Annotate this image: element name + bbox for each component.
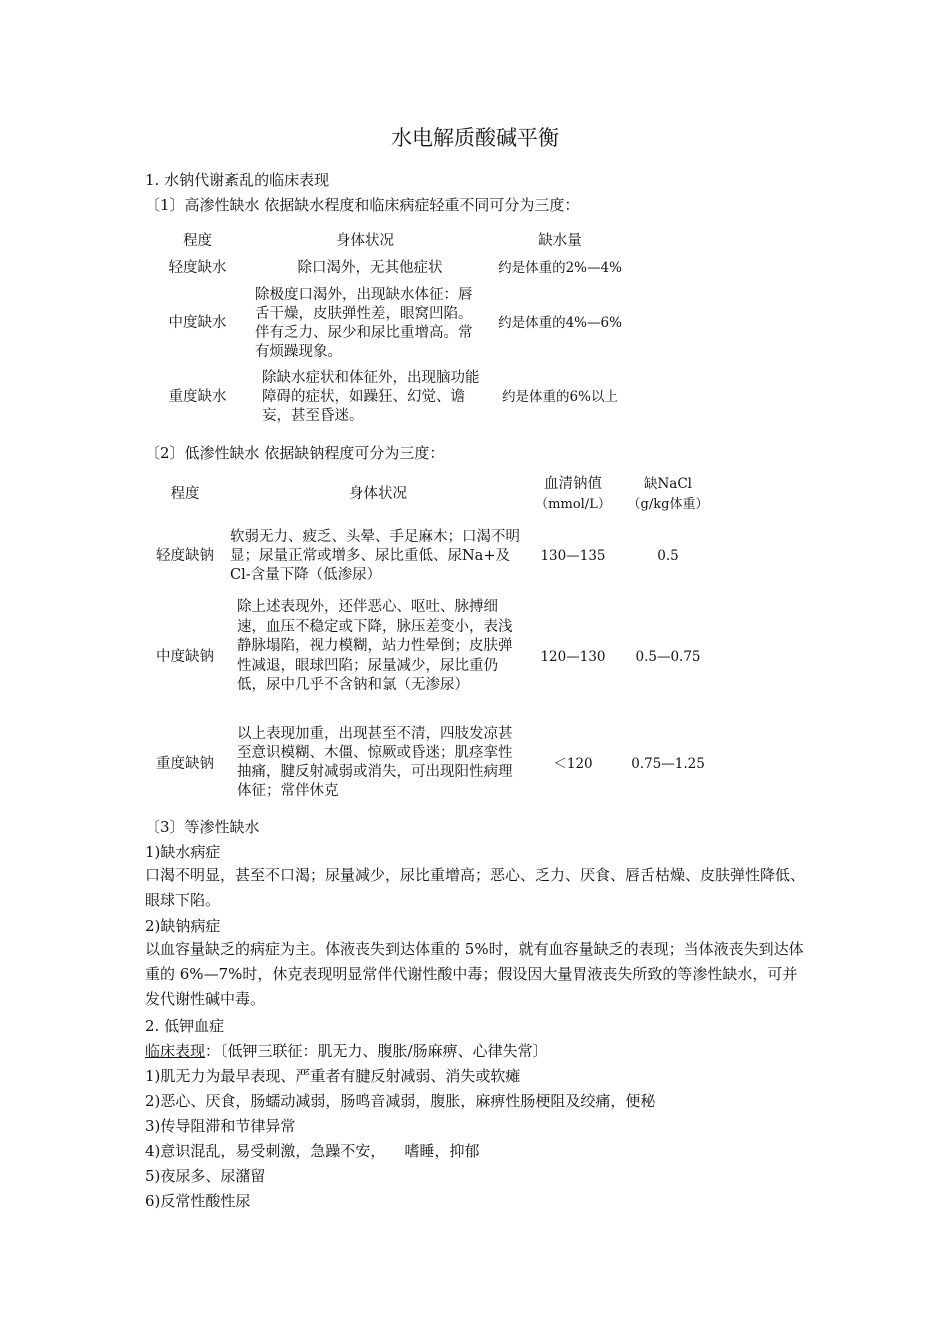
table2-header-nacl-unit: （g/kg体重） — [627, 497, 709, 512]
table1-row2-amount: 约是体重的4%—6% — [498, 315, 622, 331]
hypertonic-heading: 〔1〕高渗性缺水 依据缺水程度和临床病症轻重不同可分为三度： — [145, 196, 580, 214]
table1-header-amount: 缺水量 — [538, 233, 582, 249]
table2-row1-status: 软弱无力、疲乏、头晕、手足麻木；口渴不明显；尿量正常或增多、尿比重低、尿Na+及Cl-含量下降（低渗尿） — [230, 529, 520, 583]
dehydration-symptoms-text: 口渴不明显，甚至不口渴；尿量减少，尿比重增高；恶心、乏力、厌食、唇舌枯燥、皮肤弹性降低、眼球下陷。 — [145, 866, 806, 909]
table2-header-degree: 程度 — [170, 486, 200, 502]
table1-header-degree: 程度 — [183, 233, 212, 249]
clinical-triad: ：〔低钾三联征：肌无力、腹胀/肠麻痹、心律失常〕 — [205, 1042, 548, 1060]
page-title: 水电解质酸碱平衡 — [391, 126, 559, 150]
table2-row2-status: 除上述表现外，还伴恶心、呕吐、脉搏细速，血压不稳定或下降，脉压差变小，表浅静脉塌陷，视力模糊，站力性晕倒；皮肤弹性减退，眼球凹陷；尿量减少，尿比重仍低，尿中几乎不含钠和氯（无渗尿） — [237, 599, 513, 693]
table2-row1-nacl: 0.5 — [657, 548, 679, 564]
clinical-manifestation — [145, 1041, 548, 1061]
table2-row2-degree: 中度缺钠 — [156, 649, 214, 665]
isotonic-heading: 〔3〕等渗性缺水 — [145, 818, 260, 836]
dehydration-symptoms-heading: 1)缺水病症 — [145, 843, 221, 861]
sodium-symptoms-heading: 2)缺钠病症 — [145, 917, 221, 935]
table2-header-status: 身体状况 — [349, 486, 407, 502]
table1-row3-degree: 重度缺水 — [168, 389, 227, 405]
table2-row1-sodium: 130—135 — [540, 548, 606, 564]
table2-header-sodium: 血清钠值 — [544, 476, 602, 492]
list-item: 2)恶心、厌食，肠蠕动减弱，肠鸣音减弱，腹胀，麻痹性肠梗阻及绞痛，便秘 — [145, 1092, 656, 1110]
table2-row1-degree: 轻度缺钠 — [156, 548, 214, 564]
hypotonic-heading: 〔2〕低渗性缺水 依据缺钠程度可分为三度： — [145, 444, 445, 462]
table1-row2-status: 除极度口渴外，出现缺水体征：唇舌干燥，皮肤弹性差，眼窝凹陷。伴有乏力、尿少和尿比重增高。常有烦躁现象。 — [255, 287, 473, 360]
table1-row3-status: 除缺水症状和体征外，出现脑功能障碍的症状，如躁狂、幻觉、谵妄，甚至昏迷。 — [262, 370, 480, 424]
table2-row2-sodium: 120—130 — [540, 649, 606, 665]
table2-header-nacl: 缺NaCl — [643, 476, 692, 492]
table1-header-status: 身体状况 — [336, 233, 394, 249]
table1-row1-amount: 约是体重的2%—4% — [498, 260, 622, 276]
table1-row3-amount: 约是体重的6%以上 — [502, 389, 618, 405]
table1-row1-status: 除口渴外，无其他症状 — [297, 260, 443, 276]
list-item: 4)意识混乱，易受刺激，急躁不安， 嗜睡，抑郁 — [145, 1142, 480, 1160]
list-item: 1)肌无力为最早表现、严重者有腱反射减弱、消失或软瘫 — [145, 1067, 521, 1085]
list-item: 6)反常性酸性尿 — [145, 1192, 251, 1210]
table2-row3-sodium: ＜120 — [553, 756, 593, 772]
table2-row3-nacl: 0.75—1.25 — [631, 756, 705, 772]
sodium-symptoms-text: 以血容量缺乏的病症为主。体液丧失到达体重的 5%时，就有血容量缺乏的表现；当体液丧失到达体重的 6%—7%时，休克表现明显常伴代谢性酸中毒；假设因大量胃液丧失所致的等渗性缺水，可并发代谢性碱中毒。 — [145, 940, 804, 1008]
clinical-label: 临床表现 — [145, 1042, 206, 1060]
table2-row3-status: 以上表现加重，出现甚至不清，四肢发凉甚至意识模糊、木僵、惊厥或昏迷；肌痉挛性抽痛，腱反射减弱或消失，可出现阳性病理体征；常伴休克 — [237, 726, 513, 799]
list-item: 5)夜尿多、尿潴留 — [145, 1167, 266, 1185]
table1-row2-degree: 中度缺水 — [168, 315, 227, 331]
table2-row2-nacl: 0.5—0.75 — [635, 649, 701, 665]
section-2-heading: 2. 低钾血症 — [145, 1017, 225, 1035]
table2-header-sodium-unit: （mmol/L） — [535, 497, 611, 512]
section-1-heading: 1. 水钠代谢紊乱的临床表现 — [145, 171, 330, 189]
table2-row3-degree: 重度缺钠 — [156, 756, 214, 772]
list-item: 3)传导阻滞和节律异常 — [145, 1117, 296, 1135]
table1-row1-degree: 轻度缺水 — [168, 260, 227, 276]
